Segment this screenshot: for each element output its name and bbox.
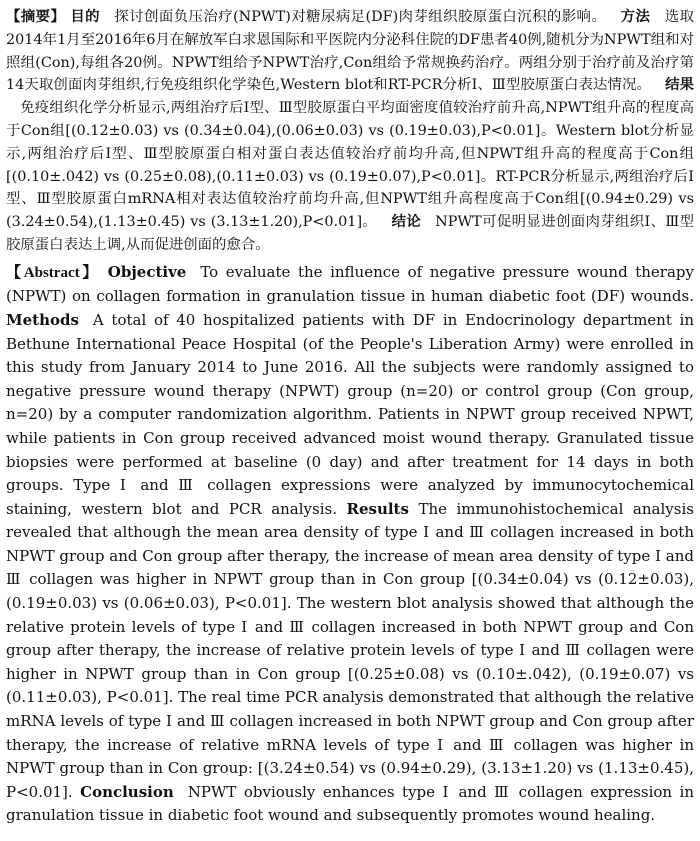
results-label-cn: 结果: [664, 76, 694, 94]
objective-text-en: To evaluate the influence of negative pressure wound therapy (NPWT) on collagen formation in granulation tissue in human diabetic foot (DF) wounds.: [6, 262, 694, 306]
conclusion-text-en: NPWT obviously enhances type Ⅰ and Ⅲ collagen expression in granulation tissue in diabetic foot wound and subsequently promotes wound healing.: [6, 782, 694, 825]
abstract-chinese: [6, 6, 694, 257]
abstract-heading-cn: 【摘要】: [6, 8, 66, 25]
objective-label-en: Objective: [107, 262, 187, 281]
abstract-english: [6, 261, 694, 828]
results-label-en: Results: [346, 499, 409, 518]
results-text-cn: 免疫组织化学分析显示,两组治疗后Ⅰ型、Ⅲ型胶原蛋白平均面密度值较治疗前升高,NPWT组升高的程度高于Con组[(0.12±0.03) vs (0.34±0.04),(0.06±0.03) vs (0.19±0.03),P<0.01]。Western blot分析显示,两组治疗后Ⅰ型、Ⅲ型胶原蛋白相对蛋白表达值较治疗前均升高,但NPWT组升高的程度高于Con组[(0.10±.042) vs (0.25±0.08),(0.11±0.03) vs (0.19±0.07),P<0.01]。RT-PCR分析显示,两组治疗后Ⅰ型、Ⅲ型胶原蛋白mRNA相对表达值较治疗前均升高,但NPWT组升高程度高于Con组[(0.94±0.29) vs (3.24±0.54),(1.13±0.45) vs (3.13±1.20),P<0.01]。: [6, 100, 694, 231]
conclusion-label-cn: 结论: [391, 213, 422, 231]
methods-text-cn: 选取2014年1月至2016年6月在解放军白求恩国际和平医院内分泌科住院的DF患者40例,随机分为NPWT组和对照组(Con),每组各20例。NPWT组给予NPWT治疗,Con组给予常规换药治疗。两组分别于治疗前及治疗第14天取创面肉芽组织,行免疫组织化学染色,Western blot和RT-PCR分析Ⅰ、Ⅲ型胶原蛋白表达情况。: [6, 9, 694, 94]
methods-text-en: A total of 40 hospitalized patients with DF in Endocrinology department in Bethune International Peace Hospital (of the People's Liberation Army) were enrolled in this study from January 2014 to June 2016. All the subjects were randomly assigned to negative pressure wound therapy (NPWT) group (n=20) or control group (Con group, n=20) by a computer randomization algorithm. Patients in NPWT group received NPWT, while patients in Con group received advanced moist wound therapy. Granulated tissue biopsies were performed at baseline (0 day) and after treatment for 14 days in both groups. Type Ⅰ and Ⅲ collagen expressions were analyzed by immunocytochemical staining, western blot and PCR analysis.: [6, 310, 694, 518]
objective-text-cn: 探讨创面负压治疗(NPWT)对糖尿病足(DF)肉芽组织胶原蛋白沉积的影响。: [113, 9, 607, 25]
conclusion-label-en: Conclusion: [80, 782, 174, 801]
methods-label-en: Methods: [6, 310, 79, 329]
abstract-heading-en: 【Abstract】: [6, 264, 101, 281]
results-text-en: The immunohistochemical analysis revealed that although the mean area density of type Ⅰ and Ⅲ collagen increased in both NPWT group and Con group after therapy, the increase of mean area density of type Ⅰ and Ⅲ collagen was higher in NPWT group than in Con group [(0.34±0.04) vs (0.12±0.03), (0.19±0.03) vs (0.06±0.03), P<0.01]. The western blot analysis showed that although the relative protein levels of type Ⅰ and Ⅲ collagen increased in both NPWT group and Con group after therapy, the increase of relative protein levels of type Ⅰ and Ⅲ collagen were higher in NPWT group than in Con group [(0.25±0.08) vs (0.10±.042), (0.19±0.07) vs (0.11±0.03), P<0.01]. The real time PCR analysis demonstrated that although the relative mRNA levels of type Ⅰ and Ⅲ collagen increased in both NPWT group and Con group after therapy, the increase of relative mRNA levels of type Ⅰ and Ⅲ collagen was higher in NPWT group than in Con group: [(3.24±0.54) vs (0.94±0.29), (3.13±1.20) vs (1.13±0.45), P<0.01].: [6, 499, 694, 801]
conclusion-text-cn: NPWT可促明显进创面肉芽组织Ⅰ、Ⅲ型胶原蛋白表达上调,从而促进创面的愈合。: [6, 214, 694, 253]
methods-label-cn: 方法: [620, 8, 651, 25]
objective-label-cn: 目的: [70, 8, 100, 25]
